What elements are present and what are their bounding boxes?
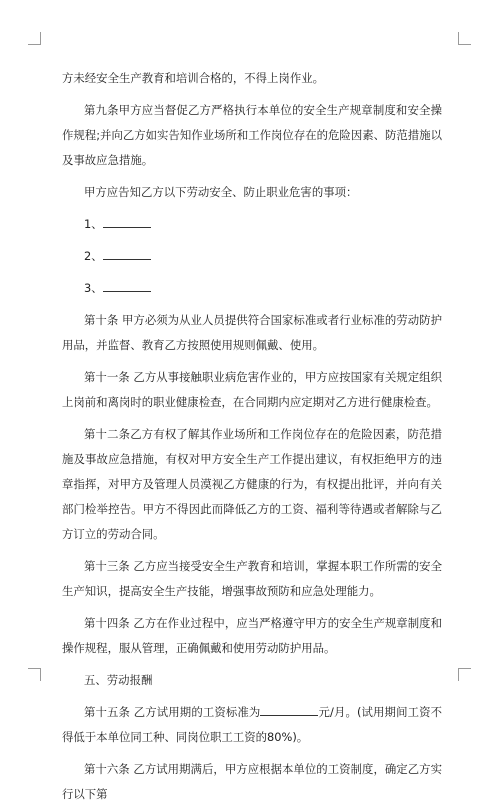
paragraph-continuation: 方未经安全生产教育和培训合格的，不得上岗作业。	[62, 71, 324, 85]
document-body	[62, 66, 442, 807]
list-item	[62, 244, 442, 269]
paragraph-article-13: 第十三条 乙方应当接受安全生产教育和培训，掌握本职工作所需的安全生产知识，提高安全生产技能，增强事故预防和应急处理能力。	[62, 559, 442, 598]
article-15-text-start: 第十五条 乙方试用期的工资标准为	[84, 705, 261, 719]
blank-line	[103, 245, 151, 260]
crop-mark-top-left	[28, 32, 41, 45]
crop-mark-bottom-right	[458, 668, 471, 681]
paragraph-article-9: 第九条甲方应当督促乙方严格执行本单位的安全生产规章制度和安全操作规程;并向乙方如实告知作业场所和工作岗位存在的危险因素、防范措施以及事故应急措施。	[62, 103, 442, 167]
list-item-number: 3、	[84, 281, 103, 295]
paragraph-article-16: 第十六条 乙方试用期满后，甲方应根据本单位的工资制度，确定乙方实行以下第	[62, 762, 442, 801]
paragraph-article-11: 第十一条 乙方从事接触职业病危害作业的，甲方应按国家有关规定组织上岗前和离岗时的职业健康检查，在合同期内应定期对乙方进行健康检查。	[62, 370, 442, 409]
paragraph-article-15	[62, 700, 442, 750]
paragraph-notice-items: 甲方应告知乙方以下劳动安全、防止职业危害的事项：	[84, 185, 358, 199]
list-item	[62, 276, 442, 301]
list-item	[62, 212, 442, 237]
list-item-number: 2、	[84, 249, 103, 263]
section-heading: 五、劳动报酬	[84, 673, 153, 687]
blank-line	[103, 213, 151, 228]
article-15-text-end: 元/月。(试用期间工资不得低于本单位同工种、同岗位职工工资的80%)。	[62, 705, 442, 744]
crop-mark-top-right	[458, 32, 471, 45]
paragraph-article-10: 第十条 甲方必须为从业人员提供符合国家标准或者行业标准的劳动防护用品，并监督、教育乙方按照使用规则佩戴、使用。	[62, 313, 442, 352]
list-item-number: 1、	[84, 217, 103, 231]
blank-line	[260, 701, 318, 716]
paragraph-article-14: 第十四条 乙方在作业过程中，应当严格遵守甲方的安全生产规章制度和操作规程，服从管理，正确佩戴和使用劳动防护用品。	[62, 616, 442, 655]
blank-line	[103, 277, 151, 292]
crop-mark-bottom-left	[28, 668, 41, 681]
paragraph-article-12: 第十二条乙方有权了解其作业场所和工作岗位存在的危险因素，防范措施及事故应急措施，有权对甲方安全生产工作提出建议，有权拒绝甲方的违章指挥，对甲方及管理人员漠视乙方健康的行为，有权提出批评，并向有关部门检举控告。甲方不得因此而降低乙方的工资、福利等待遇或者解除与乙方订立的劳动合同。	[62, 427, 442, 541]
